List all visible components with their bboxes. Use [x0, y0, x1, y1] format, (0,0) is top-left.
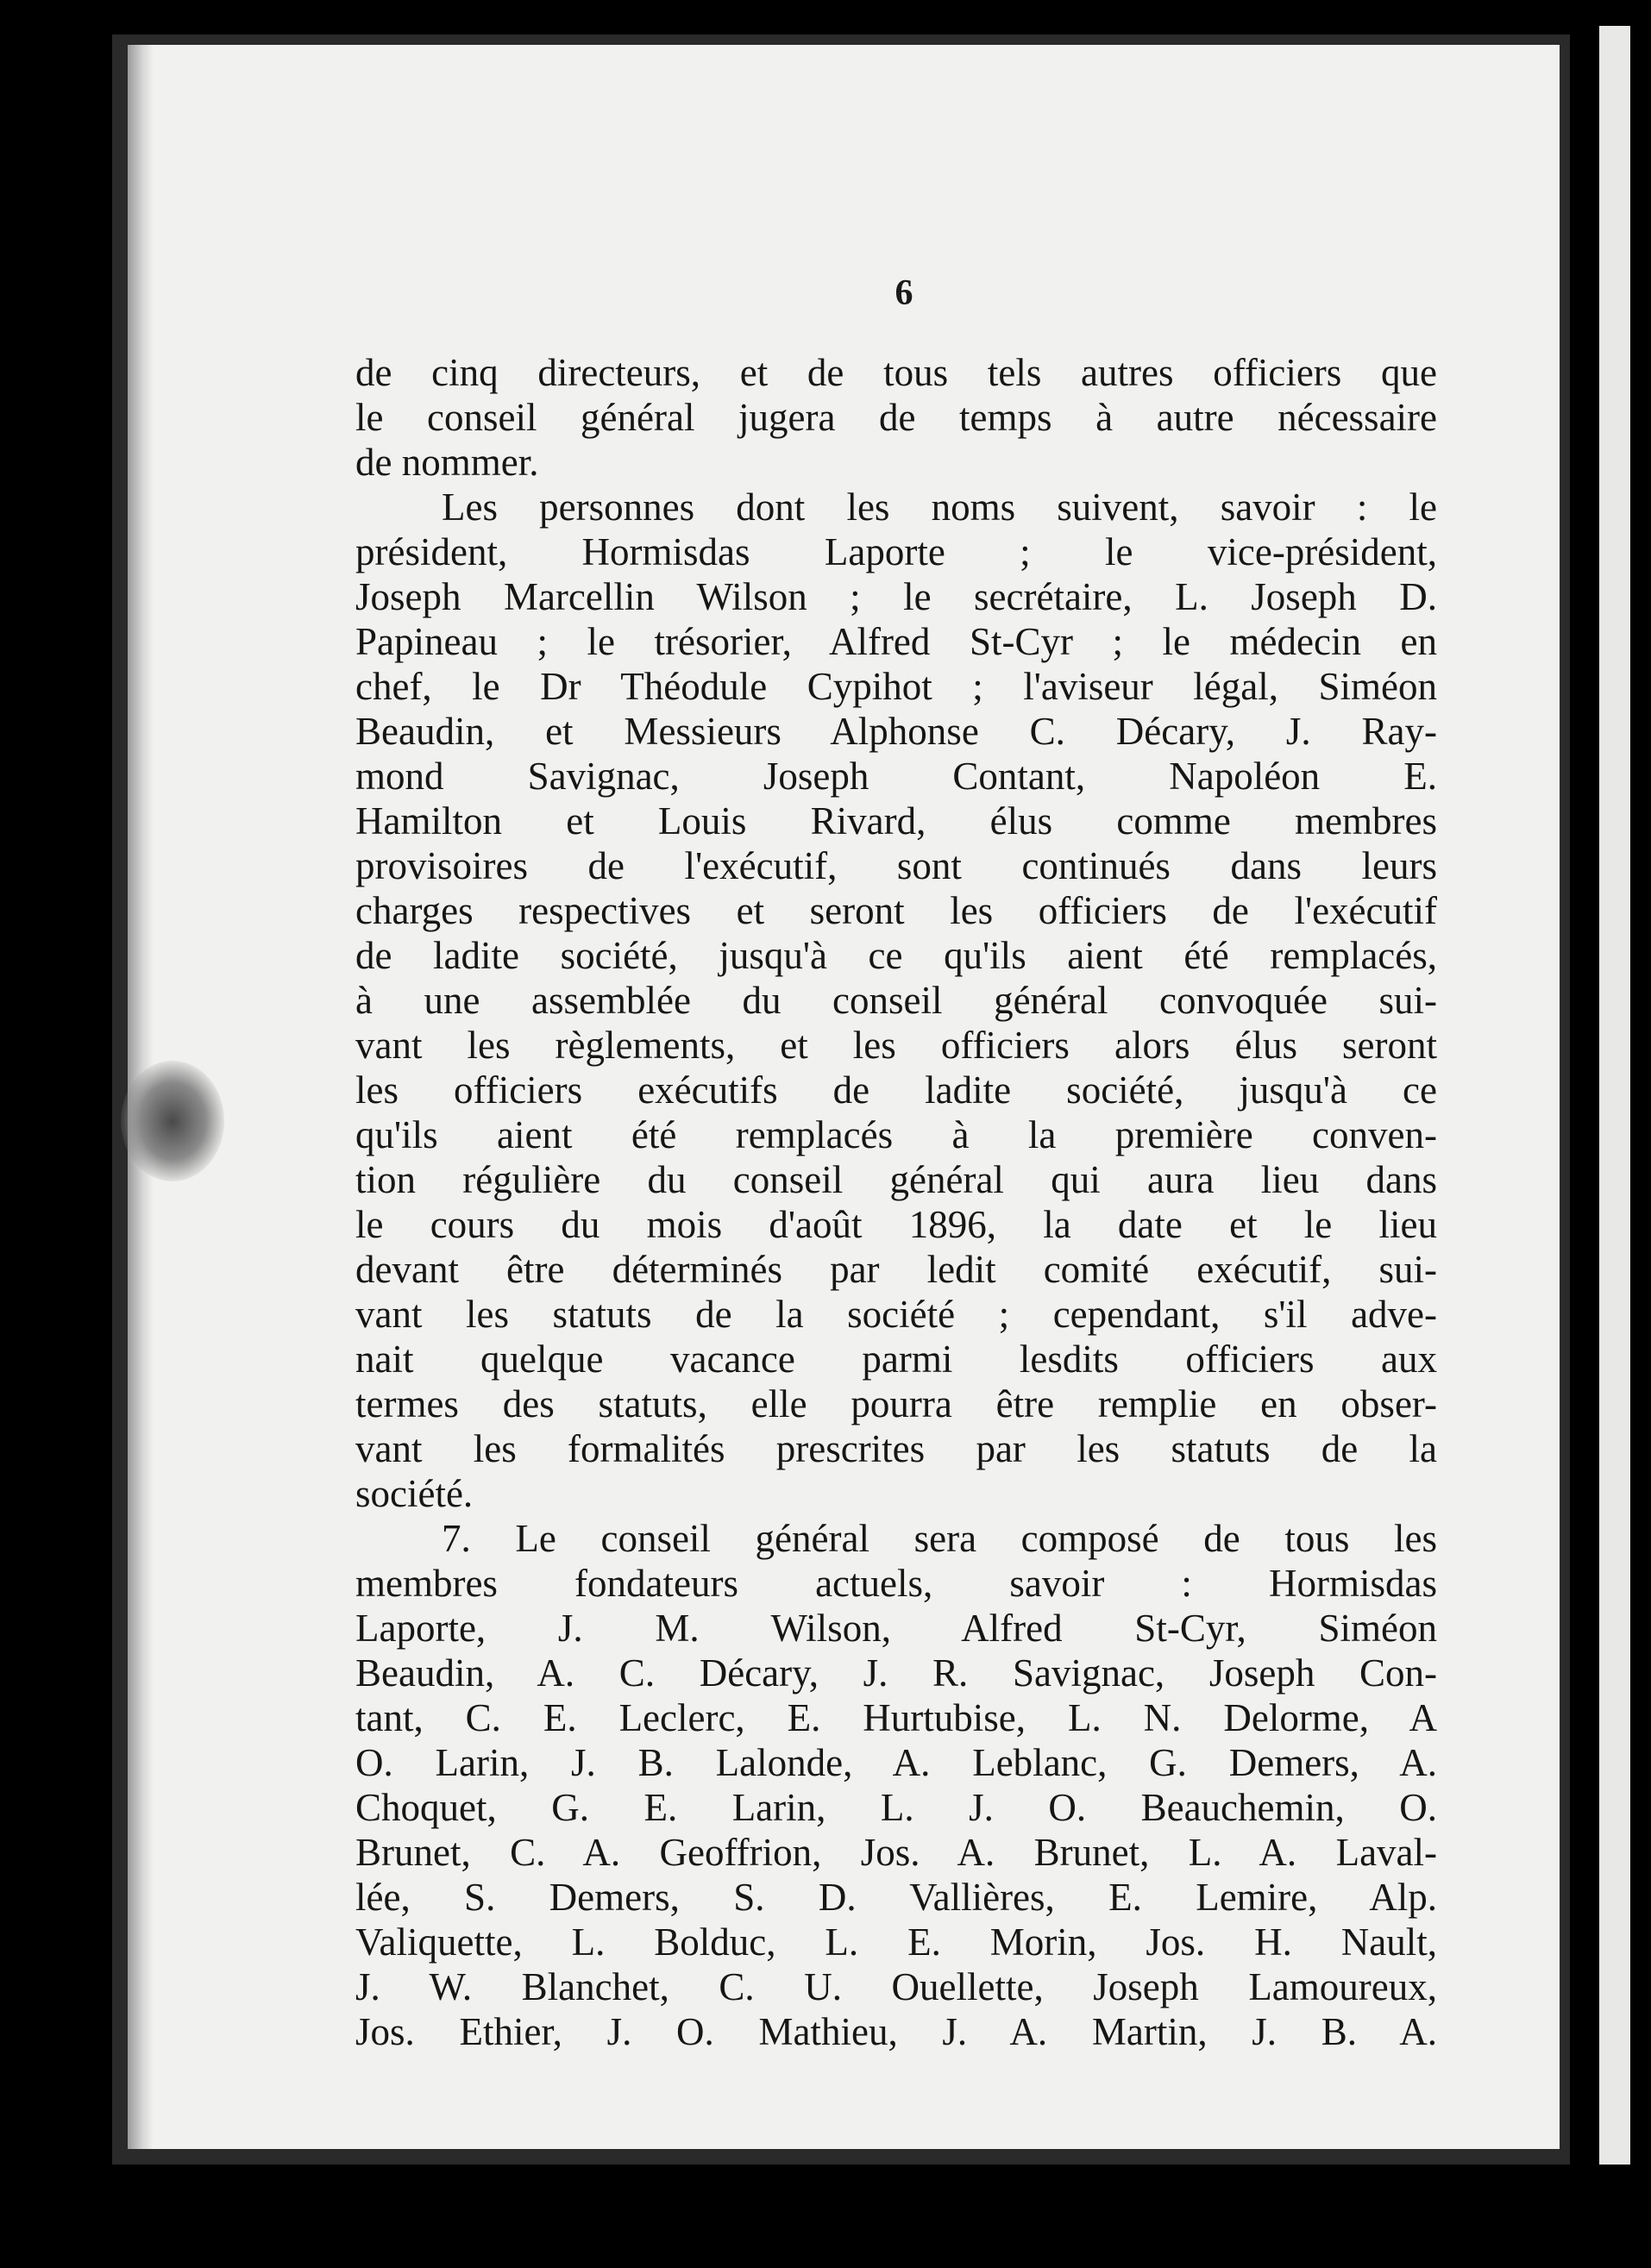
text-line: membres fondateurs actuels, savoir : Hormisdas: [355, 1562, 1437, 1605]
adjacent-page-edge: [1599, 26, 1630, 2165]
thumb-smudge: [121, 1061, 224, 1181]
text-line: de ladite société, jusqu'à ce qu'ils aient été remplacés,: [355, 934, 1437, 977]
text-line: vant les règlements, et les officiers alors élus seront: [355, 1024, 1437, 1067]
text-line: termes des statuts, elle pourra être remplie en obser-: [355, 1382, 1437, 1425]
text-line: Jos. Ethier, J. O. Mathieu, J. A. Martin, J. B. A.: [355, 2010, 1437, 2053]
text-line: vant les formalités prescrites par les statuts de la: [355, 1427, 1437, 1470]
text-line: chef, le Dr Théodule Cypihot ; l'aviseur légal, Siméon: [355, 665, 1437, 708]
text-line: Laporte, J. M. Wilson, Alfred St-Cyr, Siméon: [355, 1607, 1437, 1650]
text-line: de nommer.: [355, 441, 539, 484]
text-line: Brunet, C. A. Geoffrion, Jos. A. Brunet, L. A. Laval-: [355, 1831, 1437, 1874]
text-line: Valiquette, L. Bolduc, L. E. Morin, Jos. H. Nault,: [355, 1920, 1437, 1964]
text-line: le cours du mois d'août 1896, la date et le lieu: [355, 1203, 1437, 1246]
text-line: lée, S. Demers, S. D. Vallières, E. Lemire, Alp.: [355, 1876, 1437, 1919]
text-line: Beaudin, et Messieurs Alphonse C. Décary, J. Ray-: [355, 710, 1437, 753]
text-line: O. Larin, J. B. Lalonde, A. Leblanc, G. Demers, A.: [355, 1741, 1437, 1784]
text-line: Beaudin, A. C. Décary, J. R. Savignac, Joseph Con-: [355, 1651, 1437, 1695]
text-line: mond Savignac, Joseph Contant, Napoléon E.: [355, 755, 1437, 798]
text-line: à une assemblée du conseil général convoquée sui-: [355, 979, 1437, 1022]
text-line: de cinq directeurs, et de tous tels autres officiers que: [355, 351, 1437, 394]
body-text: [355, 350, 1437, 2054]
text-line: 7. Le conseil général sera composé de tous les: [442, 1517, 1437, 1560]
text-line: tant, C. E. Leclerc, E. Hurtubise, L. N. Delorme, A: [355, 1696, 1437, 1739]
text-line: les officiers exécutifs de ladite société, jusqu'à ce: [355, 1068, 1437, 1112]
text-line: nait quelque vacance parmi lesdits officiers aux: [355, 1338, 1437, 1381]
text-line: J. W. Blanchet, C. U. Ouellette, Joseph Lamoureux,: [355, 1965, 1437, 2008]
text-line: vant les statuts de la société ; cependant, s'il adve-: [355, 1293, 1437, 1336]
text-line: Joseph Marcellin Wilson ; le secrétaire, L. Joseph D.: [355, 575, 1437, 618]
text-line: Papineau ; le trésorier, Alfred St-Cyr ; le médecin en: [355, 620, 1437, 663]
text-line: qu'ils aient été remplacés à la première conven-: [355, 1113, 1437, 1156]
text-line: le conseil général jugera de temps à autre nécessaire: [355, 396, 1437, 439]
text-line: devant être déterminés par ledit comité exécutif, sui-: [355, 1248, 1437, 1291]
text-line: Hamilton et Louis Rivard, élus comme membres: [355, 799, 1437, 843]
text-line: charges respectives et seront les officiers de l'exécutif: [355, 889, 1437, 932]
text-line: provisoires de l'exécutif, sont continués dans leurs: [355, 844, 1437, 887]
text-line: tion régulière du conseil général qui aura lieu dans: [355, 1158, 1437, 1201]
text-line: Choquet, G. E. Larin, L. J. O. Beauchemin, O.: [355, 1786, 1437, 1829]
page-number: 6: [895, 273, 913, 313]
text-line: société.: [355, 1472, 474, 1515]
text-line: Les personnes dont les noms suivent, savoir : le: [442, 486, 1437, 529]
text-line: président, Hormisdas Laporte ; le vice-président,: [355, 530, 1437, 573]
